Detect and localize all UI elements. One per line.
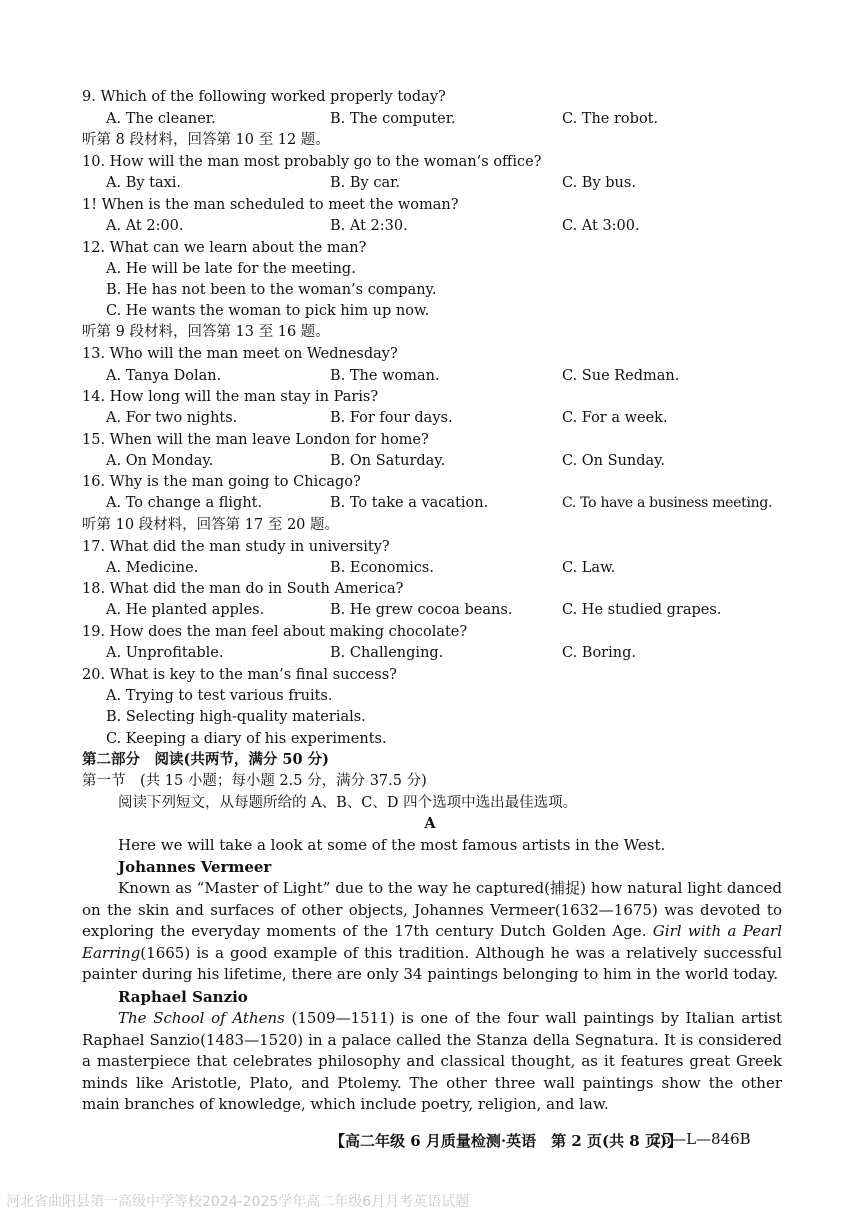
- q20-option-b: B. Selecting high-quality materials.: [106, 709, 366, 725]
- q9-option-c: C. The robot.: [562, 111, 659, 127]
- part2-title: 第二部分 阅读(共两节，满分 50 分): [82, 751, 329, 768]
- section-heading-8: 听第 8 段材料，回答第 10 至 12 题。: [82, 132, 330, 148]
- q10-option-c: C. By bus.: [562, 175, 636, 191]
- q18-option-a: A. He planted apples.: [106, 602, 265, 618]
- q14-option-b: B. For four days.: [330, 410, 453, 426]
- question-13: 13. Who will the man meet on Wednesday?: [82, 346, 398, 362]
- q13-option-a: A. Tanya Dolan.: [106, 368, 222, 384]
- q14-option-a: A. For two nights.: [106, 410, 238, 426]
- vermeer-painting-title: Girl with a Pearl Earring: [82, 922, 782, 962]
- paragraph-raphael: [82, 1008, 782, 1116]
- question-14: 14. How long will the man stay in Paris?: [82, 389, 379, 405]
- section-heading-9: 听第 9 段材料，回答第 13 至 16 题。: [82, 324, 330, 340]
- q19-option-b: B. Challenging.: [330, 645, 444, 661]
- question-17: 17. What did the man study in university?: [82, 539, 390, 555]
- q13-option-c: C. Sue Redman.: [562, 368, 680, 384]
- question-15: 15. When will the man leave London for home?: [82, 432, 429, 448]
- question-18: 18. What did the man do in South America?: [82, 581, 404, 597]
- q19-option-a: A. Unprofitable.: [106, 645, 224, 661]
- question-10: 10. How will the man most probably go to the woman’s office?: [82, 154, 542, 170]
- q11-option-b: B. At 2:30.: [330, 218, 408, 234]
- question-11: 1! When is the man scheduled to meet the woman?: [82, 197, 459, 213]
- page-footer-label: 【高二年级 6 月质量检测·英语 第 2 页(共 8 页)】: [330, 1132, 683, 1150]
- paragraph-vermeer: [82, 878, 782, 986]
- q10-option-b: B. By car.: [330, 175, 401, 191]
- q16-option-a: A. To change a flight.: [106, 495, 263, 511]
- passage-letter: A: [424, 815, 436, 832]
- q17-option-c: C. Law.: [562, 560, 616, 576]
- question-16: 16. Why is the man going to Chicago?: [82, 474, 361, 490]
- raphael-text: (1509—1511) is one of the four wall paintings by Italian artist Raphael Sanzio(1483—1520) in a palace called the Stanza della Segnatura. It is considered a masterpiece that celebrates philosophy and classical thought, as it features great Greek minds like Aristotle, Plato, and Ptolemy. The other three wall paintings show the other main branches of knowledge, which include poetry, religion, and law.: [82, 1009, 782, 1114]
- q11-option-a: A. At 2:00.: [106, 218, 184, 234]
- question-19: 19. How does the man feel about making chocolate?: [82, 624, 468, 640]
- raphael-painting-title: The School of Athens: [118, 1009, 285, 1027]
- part2-instruction: 阅读下列短文，从每题所给的 A、B、C、D 四个选项中选出最佳选项。: [118, 795, 578, 811]
- vermeer-text-1: Known as “Master of Light” due to the way he captured(捕捉) how natural light danced on the skin and surfaces of other objects, Johannes Vermeer(1632—1675) was devoted to exploring the everyday moments of the 17th century Dutch Golden Age.: [82, 879, 782, 941]
- q10-option-a: A. By taxi.: [106, 175, 182, 191]
- watermark-text: 河北省曲阳县第一高级中学等校2024-2025学年高二年级6月月考英语试题: [6, 1194, 470, 1210]
- q14-option-c: C. For a week.: [562, 410, 668, 426]
- q17-option-b: B. Economics.: [330, 560, 434, 576]
- q11-option-c: C. At 3:00.: [562, 218, 640, 234]
- q20-option-c: C. Keeping a diary of his experiments.: [106, 731, 387, 747]
- q16-option-c: C. To have a business meeting.: [562, 495, 773, 511]
- q17-option-a: A. Medicine.: [106, 560, 199, 576]
- q15-option-c: C. On Sunday.: [562, 453, 666, 469]
- q19-option-c: C. Boring.: [562, 645, 636, 661]
- passage-intro: Here we will take a look at some of the most famous artists in the West.: [118, 836, 666, 854]
- q18-option-b: B. He grew cocoa beans.: [330, 602, 513, 618]
- q12-option-c: C. He wants the woman to pick him up now.: [106, 303, 430, 319]
- heading-raphael: Raphael Sanzio: [118, 988, 248, 1006]
- page-footer-code: 25—L—846B: [652, 1130, 751, 1148]
- q13-option-b: B. The woman.: [330, 368, 440, 384]
- q18-option-c: C. He studied grapes.: [562, 602, 722, 618]
- q15-option-b: B. On Saturday.: [330, 453, 446, 469]
- q16-option-b: B. To take a vacation.: [330, 495, 489, 511]
- q9-option-a: A. The cleaner.: [106, 111, 216, 127]
- section-heading-10: 听第 10 段材料，回答第 17 至 20 题。: [82, 517, 340, 533]
- q15-option-a: A. On Monday.: [106, 453, 214, 469]
- question-12: 12. What can we learn about the man?: [82, 240, 367, 256]
- heading-vermeer: Johannes Vermeer: [118, 858, 272, 876]
- vermeer-text-2: (1665) is a good example of this tradition. Although he was a relatively successful painter during his lifetime, there are only 34 paintings belonging to him in the world today.: [82, 943, 782, 984]
- question-9: 9. Which of the following worked properly today?: [82, 89, 446, 105]
- part2-section1: 第一节 (共 15 小题；每小题 2.5 分，满分 37.5 分): [82, 773, 427, 789]
- q12-option-a: A. He will be late for the meeting.: [106, 261, 356, 277]
- q9-option-b: B. The computer.: [330, 111, 456, 127]
- q12-option-b: B. He has not been to the woman’s company.: [106, 282, 437, 298]
- question-20: 20. What is key to the man’s final success?: [82, 667, 397, 683]
- q20-option-a: A. Trying to test various fruits.: [106, 688, 333, 704]
